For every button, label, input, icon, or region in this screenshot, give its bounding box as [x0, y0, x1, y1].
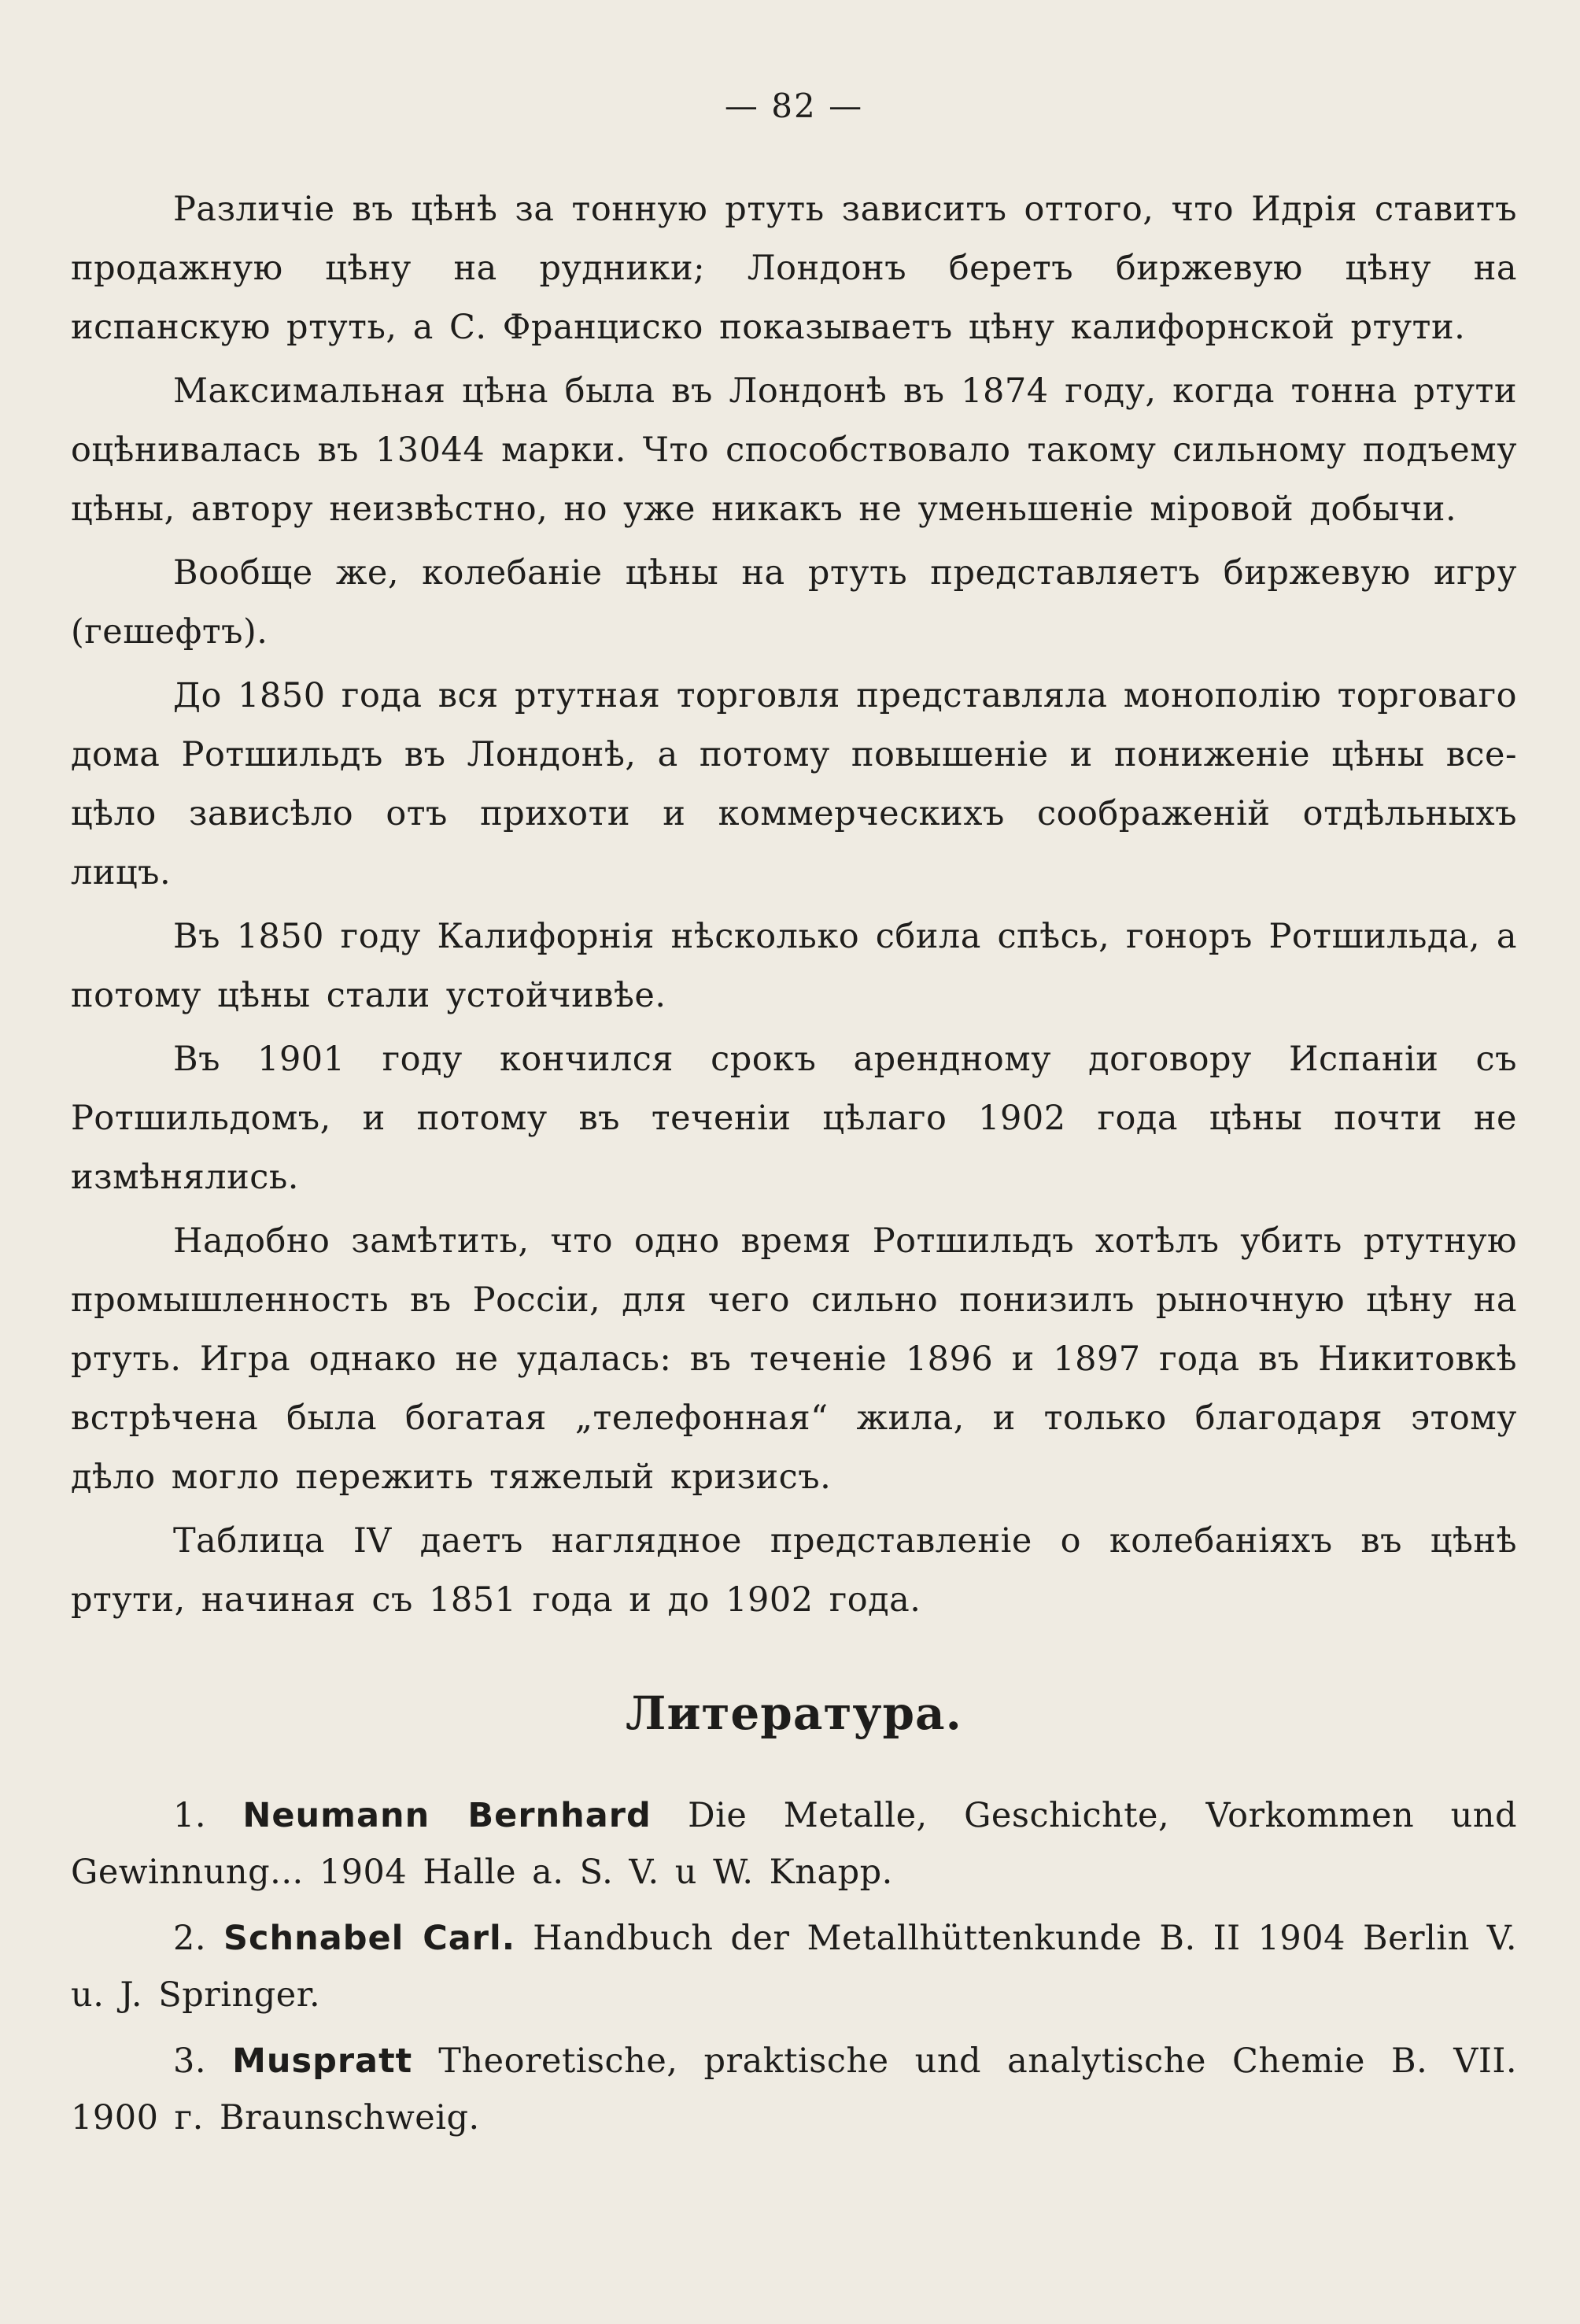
literature-entry-author: Muspratt [232, 2041, 413, 2081]
literature-entry-author: Neumann Bernhard [242, 1796, 652, 1835]
paragraph-max-price: Максимальная цѣна была въ Лондонѣ въ 1874 году, когда тонна ртути оцѣнивалась въ 13044 марки. Что способствовало такому сильному подъему цѣны, автору неизвѣстно, но уже никакъ не уменьшеніе міровой добычи. [71, 371, 1517, 529]
page-number: — 82 — [724, 87, 864, 125]
literature-entry [71, 2033, 1517, 2146]
paragraph-price-fluctuation: Вообще же, колебаніе цѣны на ртуть представляетъ биржевую игру (гешефтъ). [71, 553, 1517, 652]
literature-entry-text: Die Metalle, Geschichte, Vorkommen und Gewinnung... 1904 Halle a. S. V. u W. Knapp. [71, 1796, 1517, 1892]
paragraph-lease-end: Въ 1901 году кончился срокъ арендному договору Испаніи съ Ротшильдомъ, и потому въ теченіи цѣлаго 1902 года цѣны почти не измѣнялись. [71, 1040, 1517, 1197]
literature-entry-text: Handbuch der Metallhüttenkunde B. II 1904 Berlin V. u. J. Springer. [71, 1919, 1518, 2015]
literature-entry-number: 1. [173, 1796, 207, 1835]
literature-title: Литература. [626, 1687, 962, 1740]
literature-entry [71, 1787, 1517, 1901]
paragraph-table-reference: Таблица IV даетъ наглядное представленіе о колебаніяхъ въ цѣнѣ ртути, начиная съ 1851 года и до 1902 года. [71, 1521, 1517, 1620]
literature-entry-number: 3. [173, 2041, 207, 2081]
paragraph-price-difference: Различіе въ цѣнѣ за тонную ртуть зависитъ оттого, что Идрія ставитъ продажную цѣну на рудники; Лондонъ беретъ биржевую цѣну на испанскую ртуть, а С. Франциско показываетъ цѣну калифорнской ртути. [71, 190, 1517, 347]
paragraph-monopoly: До 1850 года вся ртутная торговля представляла монополію торговаго дома Ротшильдъ въ Лондонѣ, а потому повышеніе и пониженіе цѣны все-цѣло зависѣло отъ прихоти и коммерческихъ соображеній отдѣльныхъ лицъ. [71, 676, 1517, 892]
literature-entry-author: Schnabel Carl. [223, 1919, 516, 1958]
literature-entry-text: Theoretische, praktische und analytische Chemie B. VII. 1900 г. Braunschweig. [71, 2041, 1517, 2137]
paragraph-california: Въ 1850 году Калифорнія нѣсколько сбила спѣсь, гоноръ Ротшильда, а потому цѣны стали устойчивѣе. [71, 917, 1517, 1015]
literature-entry-number: 2. [173, 1919, 207, 1958]
literature-entry [71, 1910, 1517, 2023]
paragraph-russia-industry: Надобно замѣтить, что одно время Ротшильдъ хотѣлъ убить ртутную промышленность въ Россіи, для чего сильно понизилъ рыночную цѣну на ртуть. Игра однако не удалась: въ теченіе 1896 и 1897 года въ Никитовкѣ встрѣчена была богатая „телефонная“ жила, и только благодаря этому дѣло могло пережить тяжелый кризисъ. [71, 1221, 1517, 1497]
